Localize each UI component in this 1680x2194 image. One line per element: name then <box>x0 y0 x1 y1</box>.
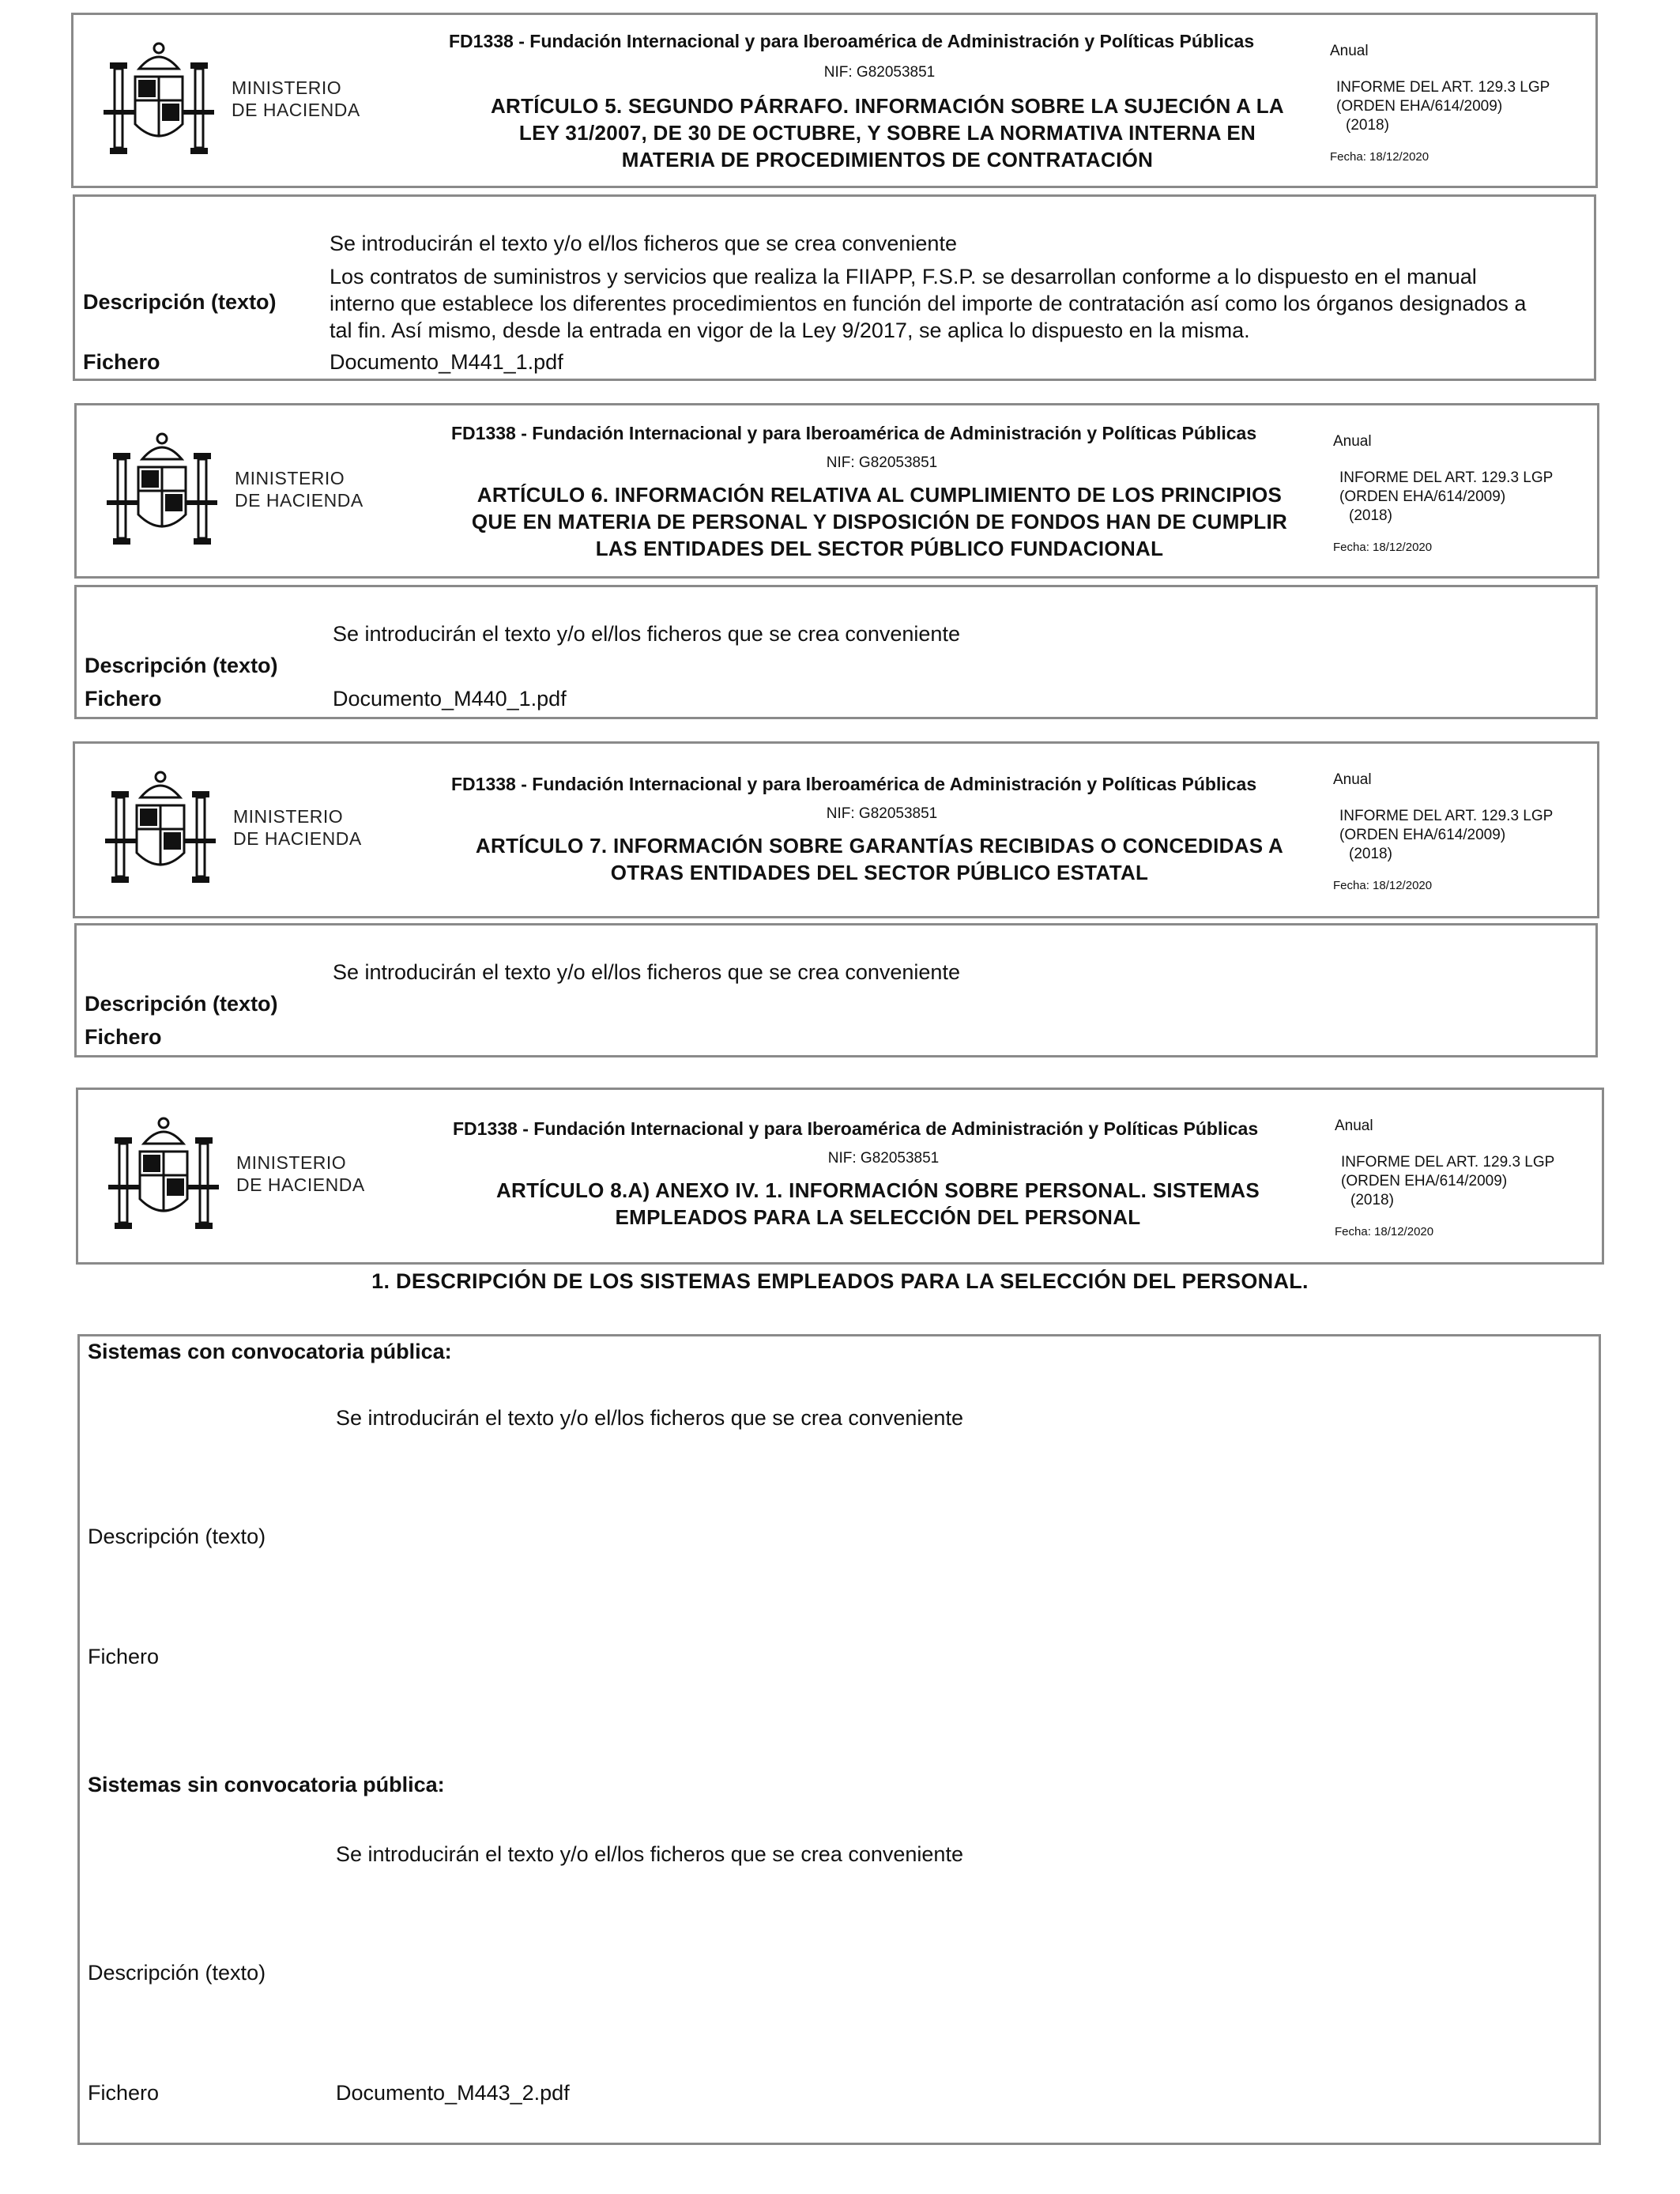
article-title <box>445 832 1314 886</box>
title-line: EMPLEADOS PARA LA SELECCIÓN DEL PERSONAL <box>615 1205 1141 1229</box>
title-line: OTRAS ENTIDADES DEL SECTOR PÚBLICO ESTATAL <box>610 861 1149 884</box>
ministry-name <box>232 77 360 121</box>
title-line: MATERIA DE PROCEDIMIENTOS DE CONTRATACIÓN <box>621 148 1154 172</box>
description-label: Descripción (texto) <box>85 992 278 1016</box>
hint-text: Se introducirán el texto y/o el/los ficheros que se crea conveniente <box>336 1406 963 1430</box>
ministry-line-1: MINISTERIO <box>232 77 342 98</box>
file-label: Fichero <box>88 2081 160 2105</box>
article-title <box>453 92 1322 173</box>
title-line: LAS ENTIDADES DEL SECTOR PÚBLICO FUNDACIONAL <box>595 537 1164 560</box>
report-date: Fecha: 18/12/2020 <box>1333 879 1433 892</box>
report-line-1: INFORME DEL ART. 129.3 LGP <box>1341 1154 1555 1171</box>
report-info <box>1335 1117 1667 1242</box>
period: Anual <box>1335 1118 1373 1134</box>
report-year: (2018) <box>1349 846 1392 862</box>
content-article-8a <box>77 1334 1601 2145</box>
header-article-7 <box>73 741 1599 918</box>
section-subheading: 1. DESCRIPCIÓN DE LOS SISTEMAS EMPLEADOS PARA LA SELECCIÓN DEL PERSONAL. <box>371 1269 1309 1293</box>
nif: NIF: G82053851 <box>823 64 936 81</box>
period: Anual <box>1333 771 1372 788</box>
description-label: Descripción (texto) <box>88 1525 266 1548</box>
title-line: ARTÍCULO 7. INFORMACIÓN SOBRE GARANTÍAS RECIBIDAS O CONCEDIDAS A <box>475 834 1284 858</box>
ministry-line-1: MINISTERIO <box>236 1152 347 1173</box>
report-info <box>1330 42 1662 167</box>
ministry-line-1: MINISTERIO <box>235 468 345 488</box>
group-label-with-call: Sistemas con convocatoria pública: <box>88 1340 452 1363</box>
file-label: Fichero <box>88 1645 160 1668</box>
nif: NIF: G82053851 <box>827 1150 940 1167</box>
report-date: Fecha: 18/12/2020 <box>1335 1225 1434 1238</box>
ministry-line-2: DE HACIENDA <box>235 490 363 511</box>
title-line: QUE EN MATERIA DE PERSONAL Y DISPOSICIÓN DE FONDOS HAN DE CUMPLIR <box>471 510 1288 533</box>
header-article-5 <box>71 13 1598 188</box>
description-line: tal fin. Así mismo, desde la entrada en vigor de la Ley 9/2017, se aplica lo dispuesto en la misma. <box>330 319 1250 342</box>
report-line-1: INFORME DEL ART. 129.3 LGP <box>1336 79 1550 96</box>
hint-text: Se introducirán el texto y/o el/los ficheros que se crea conveniente <box>330 232 957 255</box>
organization-name: FD1338 - Fundación Internacional y para Iberoamérica de Administración y Políticas Públicas <box>451 774 1257 794</box>
description-line: interno que establece los diferentes procedimientos en función del importe de contratación así como los órganos designados a <box>330 292 1527 315</box>
description-line: Los contratos de suministros y servicios que realiza la FIIAPP, F.S.P. se desarrollan conforme a lo dispuesto en el manual <box>330 265 1477 288</box>
organization-name: FD1338 - Fundación Internacional y para Iberoamérica de Administración y Políticas Públicas <box>449 31 1255 51</box>
report-line-1: INFORME DEL ART. 129.3 LGP <box>1339 469 1554 486</box>
period: Anual <box>1330 43 1369 59</box>
file-label: Fichero <box>83 350 160 374</box>
title-line: ARTÍCULO 8.A) ANEXO IV. 1. INFORMACIÓN SOBRE PERSONAL. SISTEMAS <box>495 1178 1260 1202</box>
report-line-2: (ORDEN EHA/614/2009) <box>1336 98 1503 115</box>
title-line: ARTÍCULO 5. SEGUNDO PÁRRAFO. INFORMACIÓN SOBRE LA SUJECIÓN A LA <box>490 94 1285 118</box>
file-label: Fichero <box>85 687 162 711</box>
title-line: ARTÍCULO 6. INFORMACIÓN RELATIVA AL CUMPLIMIENTO DE LOS PRINCIPIOS <box>477 483 1283 507</box>
report-line-2: (ORDEN EHA/614/2009) <box>1341 1173 1508 1189</box>
ministry-name <box>235 467 363 511</box>
nif: NIF: G82053851 <box>826 805 938 822</box>
report-line-1: INFORME DEL ART. 129.3 LGP <box>1339 808 1554 824</box>
ministry-line-1: MINISTERIO <box>233 806 344 827</box>
report-year: (2018) <box>1346 117 1389 134</box>
description-label: Descripción (texto) <box>88 1961 266 1985</box>
report-info <box>1333 771 1665 895</box>
ministry-line-2: DE HACIENDA <box>236 1174 365 1195</box>
hint-text: Se introducirán el texto y/o el/los ficheros que se crea conveniente <box>333 960 960 984</box>
report-line-2: (ORDEN EHA/614/2009) <box>1339 827 1506 843</box>
hint-text: Se introducirán el texto y/o el/los ficheros que se crea conveniente <box>333 622 960 646</box>
title-line: LEY 31/2007, DE 30 DE OCTUBRE, Y SOBRE LA NORMATIVA INTERNA EN <box>518 121 1256 145</box>
group-label-without-call: Sistemas sin convocatoria pública: <box>88 1773 445 1796</box>
file-link[interactable]: Documento_M443_2.pdf <box>336 2081 570 2105</box>
description-label: Descripción (texto) <box>85 654 278 677</box>
organization-name: FD1338 - Fundación Internacional y para Iberoamérica de Administración y Políticas Públicas <box>451 423 1257 443</box>
report-date: Fecha: 18/12/2020 <box>1333 541 1433 554</box>
article-title <box>445 481 1314 562</box>
header-article-8a <box>76 1088 1604 1265</box>
report-line-2: (ORDEN EHA/614/2009) <box>1339 488 1506 505</box>
report-year: (2018) <box>1349 507 1392 524</box>
file-link[interactable]: Documento_M440_1.pdf <box>333 687 567 711</box>
nif: NIF: G82053851 <box>826 454 938 471</box>
article-title <box>443 1177 1313 1231</box>
ministry-line-2: DE HACIENDA <box>233 828 362 849</box>
content-article-7 <box>74 923 1598 1057</box>
ministry-name <box>236 1152 365 1196</box>
header-article-6 <box>74 403 1599 579</box>
report-date: Fecha: 18/12/2020 <box>1330 150 1430 164</box>
content-article-6 <box>74 585 1598 719</box>
ministry-name <box>233 805 362 850</box>
file-label: Fichero <box>85 1025 162 1049</box>
content-article-5 <box>73 194 1596 381</box>
period: Anual <box>1333 433 1372 450</box>
ministry-line-2: DE HACIENDA <box>232 100 360 120</box>
file-link[interactable]: Documento_M441_1.pdf <box>330 350 563 374</box>
description-label: Descripción (texto) <box>83 290 277 314</box>
organization-name: FD1338 - Fundación Internacional y para Iberoamérica de Administración y Políticas Públicas <box>453 1118 1259 1139</box>
report-year: (2018) <box>1350 1192 1394 1208</box>
description-text <box>330 263 1586 344</box>
hint-text: Se introducirán el texto y/o el/los ficheros que se crea conveniente <box>336 1842 963 1866</box>
report-info <box>1333 432 1665 557</box>
